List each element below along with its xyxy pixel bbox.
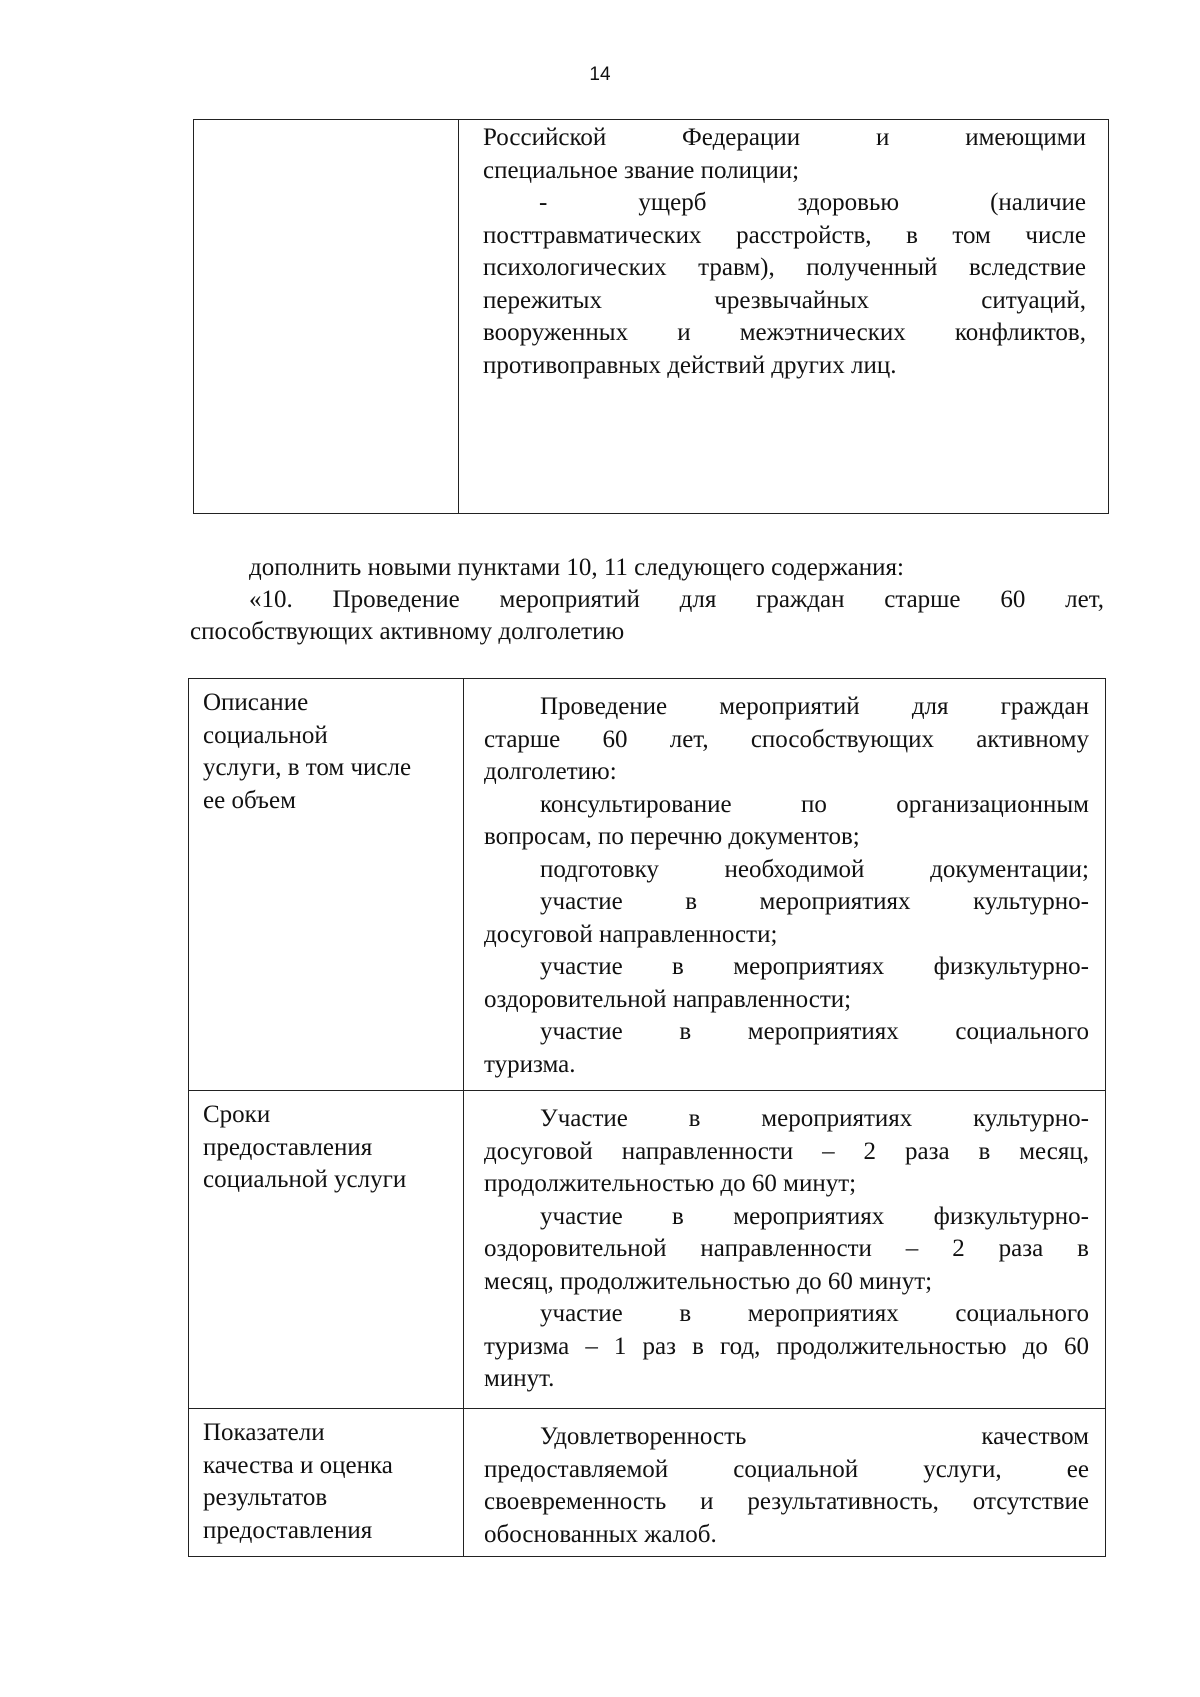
row-content-cell bbox=[464, 679, 1106, 1091]
cont-line-3: - ущерб здоровью (наличие bbox=[539, 189, 1086, 216]
row-content-cell bbox=[464, 1409, 1106, 1557]
intro-line-3: способствующих активному долголетию bbox=[190, 618, 625, 645]
row-label-cell bbox=[189, 1091, 464, 1409]
terms-line-6: месяц, продолжительностью до 60 минут; bbox=[484, 1267, 933, 1295]
row-label-description: Описание социальной услуги, в том числе ее объем bbox=[203, 689, 412, 814]
service-table bbox=[188, 678, 1106, 1557]
desc-line-9: участие в мероприятиях физкультурно- bbox=[540, 953, 1089, 980]
row-content-cell bbox=[464, 1091, 1106, 1409]
continued-table bbox=[193, 119, 1109, 514]
quality-line-2: предоставляемой социальной услуги, ее bbox=[484, 1455, 1089, 1483]
terms-line-3: продолжительностью до 60 минут; bbox=[484, 1170, 857, 1197]
terms-line-1: Участие в мероприятиях культурно- bbox=[540, 1105, 1089, 1132]
row-label-quality: Показатели качества и оценка результатов предоставления bbox=[203, 1419, 393, 1544]
desc-line-11: участие в мероприятиях социального bbox=[540, 1018, 1089, 1045]
terms-line-4: участие в мероприятиях физкультурно- bbox=[540, 1202, 1089, 1230]
cont-line-5: психологических травм), полученный вследствие bbox=[483, 254, 1086, 281]
quality-line-1: Удовлетворенность качеством bbox=[540, 1423, 1089, 1450]
terms-line-8: туризма – 1 раз в год, продолжительностью до 60 bbox=[484, 1332, 1089, 1360]
row-label-cell bbox=[189, 679, 464, 1091]
cont-line-6: пережитых чрезвычайных ситуаций, bbox=[483, 286, 1086, 314]
cont-line-1: Российской Федерации и имеющими bbox=[483, 124, 1086, 151]
desc-line-5: вопросам, по перечню документов; bbox=[484, 823, 860, 850]
desc-line-7: участие в мероприятиях культурно- bbox=[540, 888, 1089, 915]
desc-line-10: оздоровительной направленности; bbox=[484, 985, 852, 1013]
cont-line-4: посттравматических расстройств, в том числе bbox=[483, 221, 1086, 249]
desc-line-3: долголетию: bbox=[484, 758, 617, 785]
desc-line-1: Проведение мероприятий для граждан bbox=[540, 693, 1089, 720]
terms-line-9: минут. bbox=[484, 1365, 555, 1392]
continued-table-left-cell bbox=[194, 120, 459, 514]
intro-line-2: «10. Проведение мероприятий для граждан старше 60 лет, bbox=[249, 586, 1104, 613]
desc-line-8: досуговой направленности; bbox=[484, 920, 778, 948]
terms-line-5: оздоровительной направленности – 2 раза в bbox=[484, 1235, 1089, 1262]
quality-line-4: обоснованных жалоб. bbox=[484, 1520, 717, 1548]
desc-line-2: старше 60 лет, способствующих активному bbox=[484, 725, 1089, 753]
cont-line-8: противоправных действий других лиц. bbox=[483, 351, 897, 379]
continued-table-right-cell bbox=[459, 120, 1109, 514]
intro-line-1: дополнить новыми пунктами 10, 11 следующего содержания: bbox=[249, 554, 904, 581]
table-row bbox=[189, 679, 1106, 1091]
cont-line-7: вооруженных и межэтнических конфликтов, bbox=[483, 319, 1086, 346]
desc-line-4: консультирование по организационным bbox=[540, 790, 1089, 818]
page-number: 14 bbox=[589, 64, 611, 85]
quality-line-3: своевременность и результативность, отсутствие bbox=[484, 1488, 1089, 1515]
terms-line-2: досуговой направленности – 2 раза в месяц, bbox=[484, 1137, 1089, 1165]
row-label-terms: Сроки предоставления социальной услуги bbox=[203, 1101, 407, 1193]
desc-line-12: туризма. bbox=[484, 1050, 576, 1078]
table-row bbox=[189, 1409, 1106, 1557]
row-label-cell bbox=[189, 1409, 464, 1557]
table-row bbox=[189, 1091, 1106, 1409]
terms-line-7: участие в мероприятиях социального bbox=[540, 1300, 1089, 1327]
cont-line-2: специальное звание полиции; bbox=[483, 156, 800, 184]
desc-line-6: подготовку необходимой документации; bbox=[540, 855, 1089, 883]
